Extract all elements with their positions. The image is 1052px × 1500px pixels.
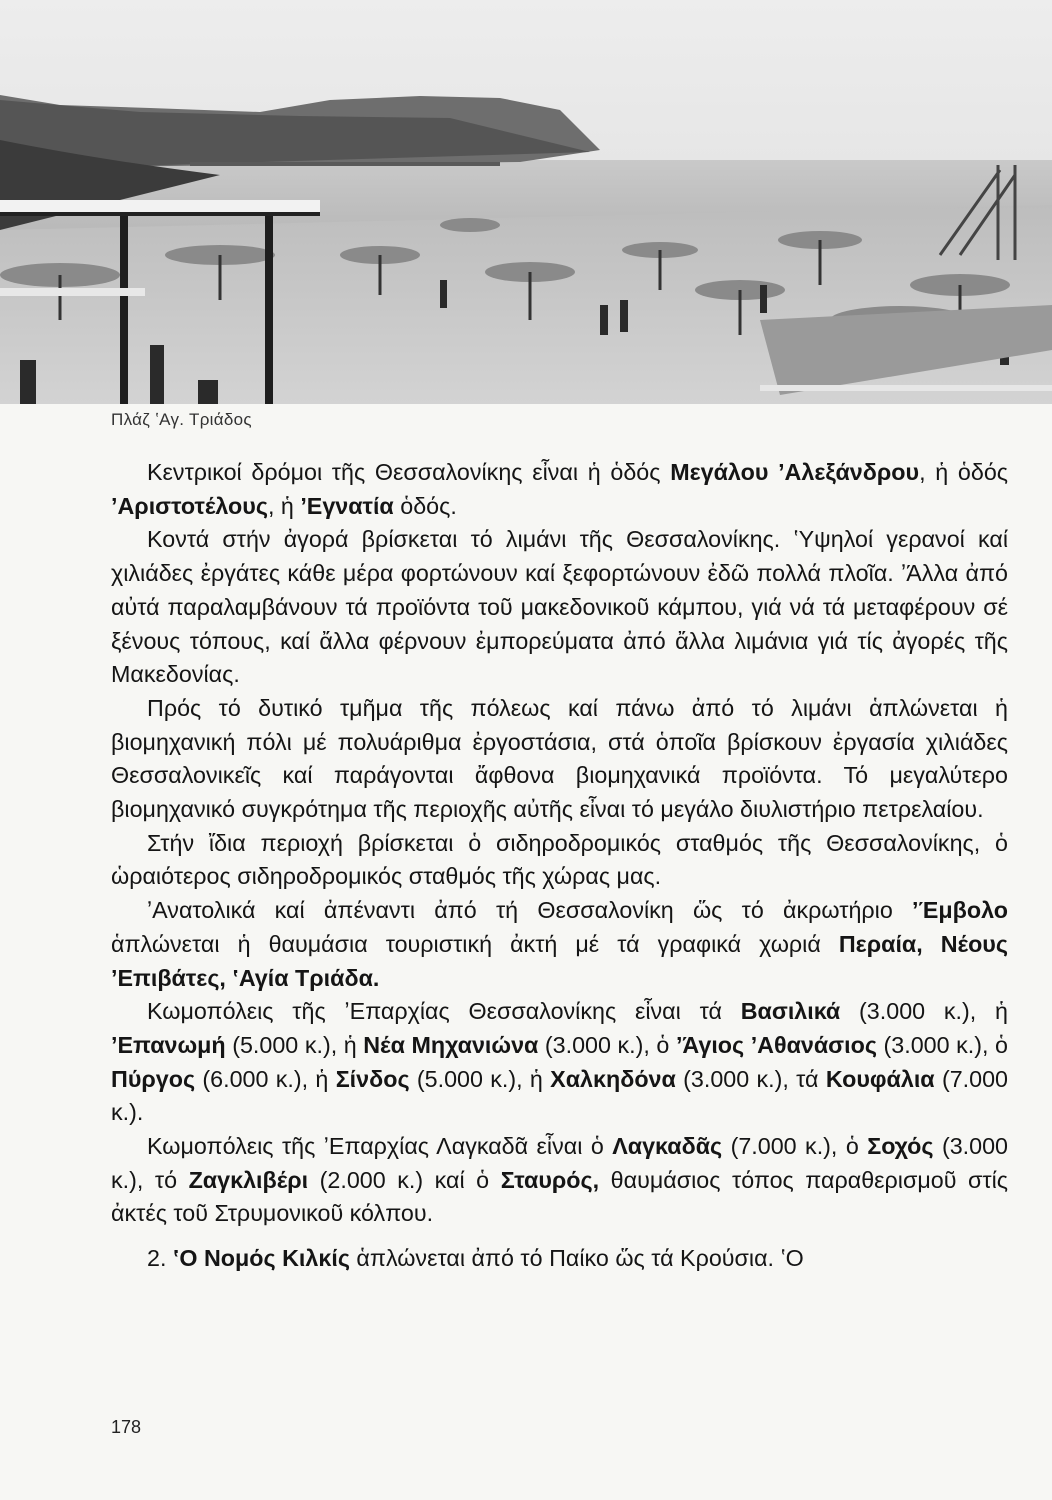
paragraph-8: 2. ʽΟ Νομός Κιλκίς ἁπλώνεται ἀπό τό Παίκο ὥς τά Κρούσια. ʽΟ [147,1245,804,1272]
paragraph-2: Κοντά στήν ἀγορά βρίσκεται τό λιμάνι τῆς Θεσσαλονίκης. ʽΥψηλοί γερανοί καί χιλιάδες ἐργάτες κάθε μέρα φορτώνουν καί ξεφορτώνουν ἐδῶ πολλά πλοῖα. ʼΆλλα ἀπό αὐτά παραλαμβάνουν τά προϊόντα τοῦ μακεδονικοῦ κάμπου, γιά νά τά μεταφέρουν σέ ξένους τόπους, καί ἄλλα φέρνουν ἐμπορεύματα ἀπό ἄλλα λιμάνια γιά τίς ἀγορές τῆς Μακεδονίας. [111,526,1008,688]
body-text [111,456,1008,1276]
paragraph-7: Κωμοπόλεις τῆς ʼΕπαρχίας Λαγκαδᾶ εἶναι ὁ Λαγκαδᾶς (7.000 κ.), ὁ Σοχός (3.000 κ.), τό Ζαγκλιβέρι (2.000 κ.) καί ὁ Σταυρός, θαυμάσιος τόπος παραθερισμοῦ στίς ἀκτές τοῦ Στρυμονικοῦ κόλπου. [111,1133,1008,1227]
paragraph-3: Πρός τό δυτικό τμῆμα τῆς πόλεως καί πάνω ἀπό τό λιμάνι ἁπλώνεται ἡ βιομηχανική πόλι μέ πολυάριθμα ἐργοστάσια, στά ὁποῖα βρίσκουν ἐργασία χιλιάδες Θεσσαλονικεῖς καί παράγονται ἄφθονα βιομηχανικά προϊόντα. Τό μεγαλύτερο βιομηχανικό συγκρότημα τῆς περιοχῆς αὐτῆς εἶναι τό μεγάλο διυλιστήριο πετρελαίου. [111,694,1008,823]
paragraph-1: Κεντρικοί δρόμοι τῆς Θεσσαλονίκης εἶναι ἡ ὁδός Μεγάλου ʼΑλεξάνδρου, ἡ ὁδός ʼΑριστοτέλους, ἡ ʼΕγνατία ὁδός. [111,459,1009,519]
paragraph-6: Κωμοπόλεις τῆς ʼΕπαρχίας Θεσσαλονίκης εἶναι τά Βασιλικά (3.000 κ.), ἡ ʼΕπανωμή (5.000 κ.), ἡ Νέα Μηχανιώνα (3.000 κ.), ὁ ʼΆγιος ʼΑθανάσιος (3.000 κ.), ὁ Πύργος (6.000 κ.), ἡ Σίνδος (5.000 κ.), ἡ Χαλκηδόνα (3.000 κ.), τά Κουφάλια (7.000 κ.). [111,998,1008,1126]
photo-caption: Πλάζ ʽΑγ. Τριάδος [111,410,252,429]
paragraph-4: Στήν ἴδια περιοχή βρίσκεται ὁ σιδηροδρομικός σταθμός τῆς Θεσσαλονίκης, ὁ ὡραιότερος σιδηροδρομικός σταθμός τῆς χώρας μας. [111,829,1008,890]
page-number: 178 [111,1417,142,1437]
paragraph-5: ʼΑνατολικά καί ἀπέναντι ἀπό τή Θεσσαλονίκη ὥς τό ἀκρωτήριο ʼΈμβολο ἁπλώνεται ἡ θαυμάσια τουριστική ἀκτή μέ τά γραφικά χωριά Περαία, Νέους ʼΕπιβάτες, ʽΑγία Τριάδα. [111,897,1008,991]
beach-photo [0,0,1052,404]
